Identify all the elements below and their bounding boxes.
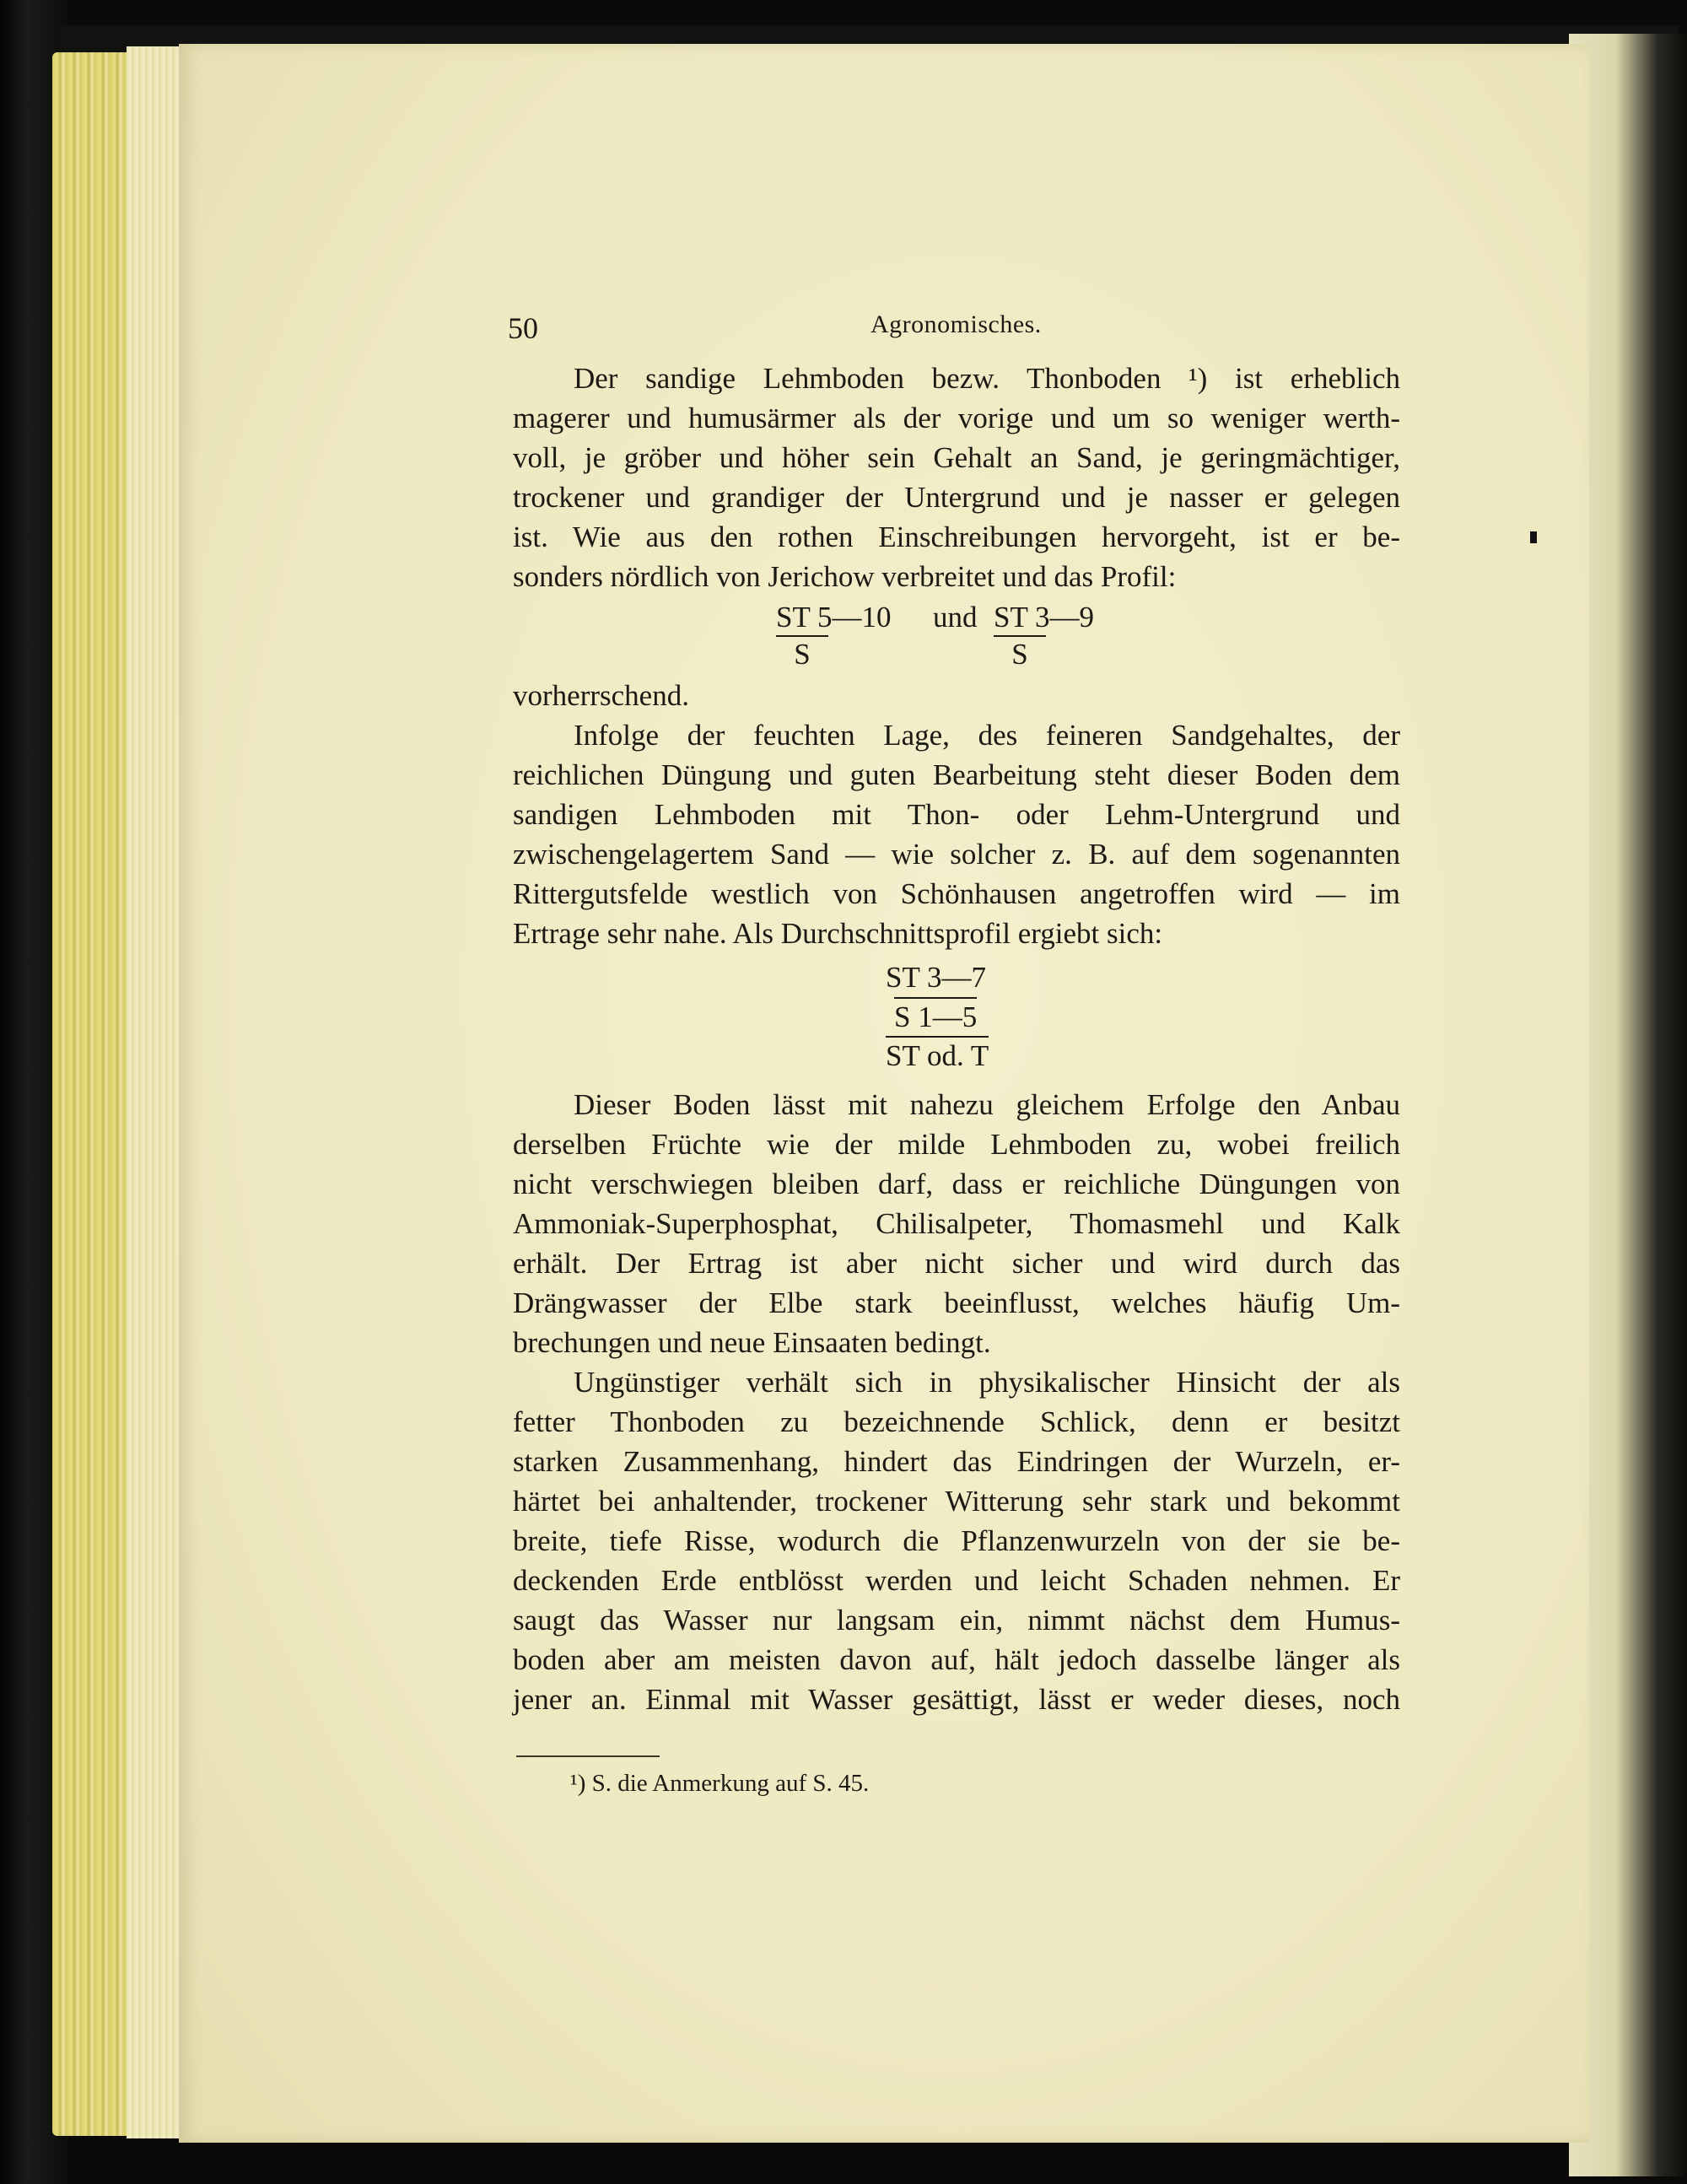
text-line: Der sandige Lehmboden bezw. Thonboden ¹) ist erheblich [574, 362, 1400, 395]
text-line: vorherrschend. [513, 679, 689, 712]
text-line: trockener und grandiger der Untergrund und je nasser er gelegen [513, 481, 1400, 514]
text-line: reichlichen Düngung und guten Bearbeitung steht dieser Boden dem [513, 758, 1400, 791]
text-line: erhält. Der Ertrag ist aber nicht sicher und wird durch das [513, 1247, 1400, 1280]
text-line: Drängwasser der Elbe stark beeinflusst, welches häufig Um- [513, 1286, 1400, 1319]
text-line: Infolge der feuchten Lage, des feineren Sandgehaltes, der [574, 719, 1400, 752]
text-line: Ertrage sehr nahe. Als Durchschnittsprofil ergiebt sich: [513, 917, 1163, 950]
text-line: starken Zusammenhang, hindert das Eindringen der Wurzeln, er- [513, 1445, 1400, 1478]
profile-fraction-left [776, 600, 891, 672]
soil-profile-formula [513, 600, 1400, 676]
text-line: Rittergutsfelde westlich von Schönhausen angetroffen wird — im [513, 877, 1400, 910]
text-line: sandigen Lehmboden mit Thon- oder Lehm-Untergrund und [513, 798, 1400, 831]
text-line: Ungünstiger verhält sich in physikalischer Hinsicht der als [574, 1366, 1400, 1399]
page-header [508, 310, 1402, 353]
text-line: Ammoniak-Superphosphat, Chilisalpeter, Thomasmehl und Kalk [513, 1207, 1400, 1240]
text-line: sonders nördlich von Jerichow verbreitet und das Profil: [513, 560, 1177, 593]
paragraph-2 [513, 715, 1400, 953]
profile-numerator: ST 5—10 [776, 601, 892, 634]
text-line: deckenden Erde entblösst werden und leicht Schaden nehmen. Er [513, 1564, 1400, 1597]
text-line: breite, tiefe Risse, wodurch die Pflanzenwurzeln von der sie be- [513, 1524, 1400, 1557]
text-line: boden aber am meisten davon auf, hält jedoch dasselbe länger als [513, 1643, 1400, 1676]
text-line: derselben Früchte wie der milde Lehmboden zu, wobei freilich [513, 1128, 1400, 1161]
text-line: fetter Thonboden zu bezeichnende Schlick, denn er besitzt [513, 1405, 1400, 1438]
average-profile-formula [513, 958, 1400, 1078]
text-line: saugt das Wasser nur langsam ein, nimmt nächst dem Humus- [513, 1604, 1400, 1637]
text-line: zwischengelagertem Sand — wie solcher z. B. auf dem sogenannten [513, 838, 1400, 871]
formula-connector: und [933, 601, 978, 634]
page-marker [1530, 531, 1537, 543]
text-line: ist. Wie aus den rothen Einschreibungen hervorgeht, ist er be- [513, 520, 1400, 553]
text-line: magerer und humusärmer als der vorige und um so weniger werth- [513, 402, 1400, 434]
profile-denominator: S [776, 635, 828, 672]
page-number: 50 [508, 311, 538, 345]
text-line: jener an. Einmal mit Wasser gesättigt, lässt er weder dieses, noch [513, 1683, 1400, 1716]
profile-numerator: ST 3—9 [994, 601, 1094, 634]
running-head: Agronomisches. [870, 310, 1042, 338]
profile-row-3: ST od. T [886, 1036, 989, 1076]
profile-row-1: ST 3—7 [886, 961, 986, 994]
paragraph-1 [513, 359, 1400, 596]
footnote-rule [516, 1755, 660, 1757]
profile-denominator: S [994, 635, 1046, 672]
text-body [513, 359, 1400, 1719]
profile-fraction-right [994, 600, 1094, 672]
paragraph-3 [513, 1085, 1400, 1362]
text-line: Dieser Boden lässt mit nahezu gleichem Erfolge den Anbau [574, 1088, 1400, 1121]
profile-row-2: S 1—5 [894, 997, 977, 1038]
text-line: voll, je gröber und höher sein Gehalt an Sand, je geringmächtiger, [513, 441, 1400, 474]
text-line: brechungen und neue Einsaaten bedingt. [513, 1326, 991, 1359]
text-line: härtet bei anhaltender, trockener Witterung sehr stark und bekommt [513, 1485, 1400, 1518]
footnote: ¹) S. die Anmerkung auf S. 45. [570, 1770, 870, 1797]
text-line: nicht verschwiegen bleiben darf, dass er reichliche Düngungen von [513, 1167, 1400, 1200]
paragraph-4 [513, 1362, 1400, 1719]
